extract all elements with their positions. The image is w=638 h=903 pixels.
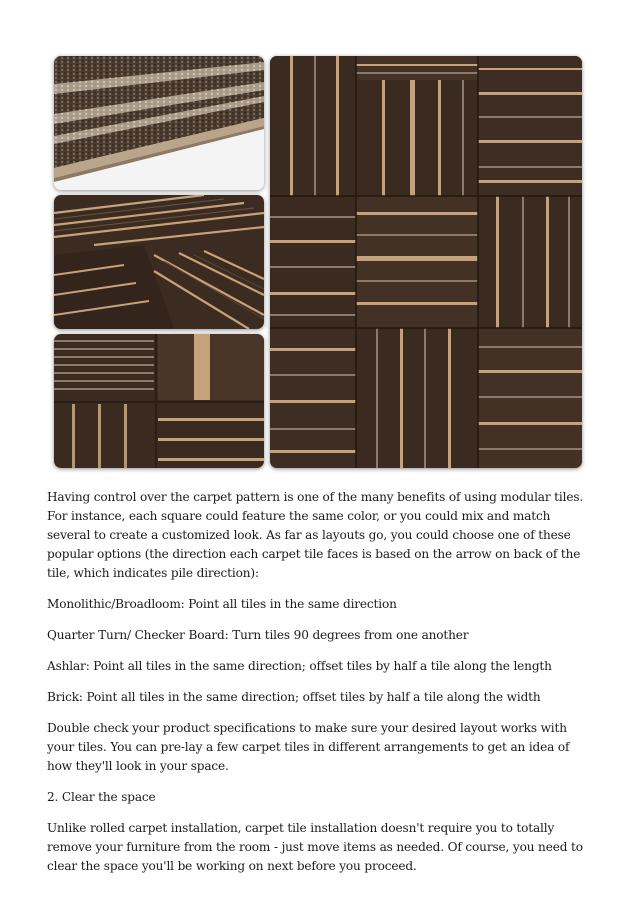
monolithic-layout-text: Monolithic/Broadloom: Point all tiles in the same direction xyxy=(47,597,397,611)
carpet-tile-collage xyxy=(48,48,590,474)
tile-r3c1 xyxy=(270,328,356,468)
tile-r2c3 xyxy=(478,196,582,328)
tile-r1c1 xyxy=(270,56,356,196)
double-check-paragraph: Double check your product specifications to make sure your desired layout works with your tiles. You can pre-lay a few carpet tiles in different arrangements to get an idea of how they'll look in your space. xyxy=(47,721,570,773)
quarter-turn-layout-text: Quarter Turn/ Checker Board: Turn tiles 90 degrees from one another xyxy=(47,628,469,642)
brick-layout-text: Brick: Point all tiles in the same direction; offset tiles by half a tile along the width xyxy=(47,690,541,704)
step-heading: 2. Clear the space xyxy=(47,790,156,804)
intro-paragraph: Having control over the carpet pattern is one of the many benefits of using modular tiles. For instance, each square could feature the same color, or you could mix and match several to create a customized look. As far as layouts go, you could choose one of these popular options (the direction each carpet tile faces is based on the arrow on back of the tile, which indicates pile direction): xyxy=(47,490,584,580)
tile-r3c2 xyxy=(356,328,478,468)
quarter-turn-carpet-tiles-photo xyxy=(54,195,264,329)
tile-r1c3 xyxy=(478,56,582,196)
tile-r3c3 xyxy=(478,328,582,468)
checkerboard-carpet-tile-layout-photo xyxy=(270,56,582,468)
article-body xyxy=(47,488,595,888)
ashlar-layout-text: Ashlar: Point all tiles in the same direction; offset tiles by half a tile along the length xyxy=(47,659,552,673)
tile-r2c1 xyxy=(270,196,356,328)
clear-space-paragraph: Unlike rolled carpet installation, carpet tile installation doesn't require you to totally remove your furniture from the room - just move items as needed. Of course, you need to clear the space you'll be working on next before you proceed. xyxy=(47,821,583,873)
tile-r1c2 xyxy=(356,56,478,196)
mixed-pattern-carpet-tiles-photo xyxy=(54,334,264,468)
carpet-tile-edge-photo xyxy=(54,56,264,190)
tile-r2c2 xyxy=(356,196,478,328)
